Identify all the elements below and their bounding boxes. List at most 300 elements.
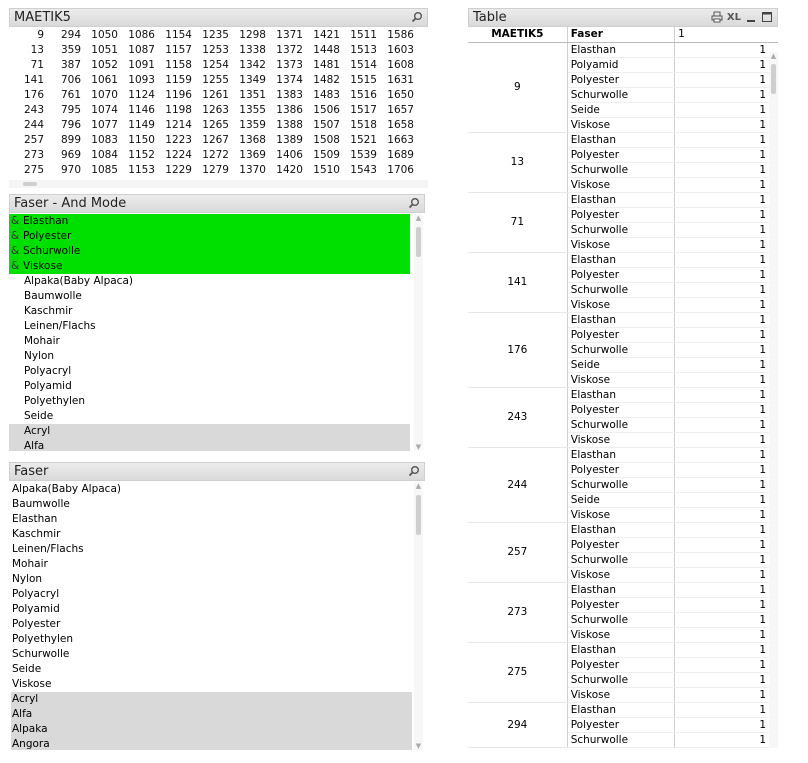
list-item-selected[interactable] (9, 244, 410, 259)
cell-faser[interactable]: Polyester (567, 147, 674, 162)
maetik5-value[interactable]: 1518 (350, 119, 377, 131)
cell-faser[interactable]: Elasthan (567, 42, 674, 57)
cell-count: 1 (675, 57, 778, 72)
cell-count: 1 (675, 387, 778, 402)
list-item-label: Schurwolle (23, 245, 81, 257)
cell-faser[interactable]: Viskose (567, 117, 674, 132)
list-item[interactable] (9, 289, 410, 304)
cell-faser[interactable]: Schurwolle (567, 342, 674, 357)
maetik5-value[interactable]: 1650 (387, 89, 414, 101)
cell-faser[interactable]: Viskose (567, 687, 674, 702)
maetik5-value[interactable]: 1253 (202, 44, 229, 56)
maetik5-value[interactable]: 1198 (165, 104, 192, 116)
cell-count: 1 (675, 282, 778, 297)
list-item-label: Seide (24, 410, 54, 422)
scrollbar-thumb[interactable] (771, 64, 776, 94)
cell-faser[interactable]: Polyester (567, 267, 674, 282)
maetik5-value[interactable]: 969 (60, 149, 81, 161)
list-item-excluded[interactable]: Acryl (11, 692, 412, 707)
list-item-label: Leinen/Flachs (24, 320, 96, 332)
maetik5-value[interactable]: 1482 (313, 74, 340, 86)
maetik5-value[interactable]: 1539 (350, 149, 377, 161)
cell-count: 1 (675, 102, 778, 117)
list-item-label: Nylon (24, 350, 55, 362)
maetik5-value[interactable]: 1077 (91, 119, 118, 131)
maetik5-value[interactable]: 1706 (387, 164, 414, 176)
maetik5-value[interactable]: 1261 (202, 89, 229, 101)
cell-count: 1 (675, 72, 778, 87)
table-grid (468, 27, 778, 748)
maetik5-value[interactable]: 71 (30, 59, 44, 71)
cell-count: 1 (675, 357, 778, 372)
list-item-excluded[interactable] (9, 424, 410, 439)
cell-count: 1 (675, 717, 778, 732)
cell-maetik5[interactable]: 244 (468, 447, 567, 522)
cell-count: 1 (675, 612, 778, 627)
maetik5-value[interactable]: 244 (23, 119, 44, 131)
table-row (468, 447, 778, 462)
cell-faser[interactable]: Viskose (567, 297, 674, 312)
table-row (468, 42, 778, 57)
cell-faser[interactable]: Viskose (567, 237, 674, 252)
list-item[interactable]: Polyethylen (12, 633, 73, 645)
list-item[interactable] (9, 394, 410, 409)
list-item-label: Kaschmir (24, 305, 73, 317)
maetik5-value[interactable]: 1511 (350, 29, 377, 41)
maetik5-value[interactable]: 1083 (91, 134, 118, 146)
maetik5-value[interactable]: 1359 (239, 119, 266, 131)
scroll-up-icon[interactable]: ▲ (770, 52, 777, 60)
maetik5-value[interactable]: 13 (30, 44, 44, 56)
cell-faser[interactable]: Polyester (567, 657, 674, 672)
maetik5-value[interactable]: 1389 (276, 134, 303, 146)
list-item[interactable] (9, 334, 410, 349)
maetik5-value[interactable]: 1448 (313, 44, 340, 56)
list-item-selected[interactable] (9, 259, 410, 274)
maetik5-value[interactable]: 1263 (202, 104, 229, 116)
maetik5-value[interactable]: 1355 (239, 104, 266, 116)
maetik5-value[interactable]: 1689 (387, 149, 414, 161)
print-icon[interactable] (711, 11, 723, 23)
maetik5-value[interactable]: 1658 (387, 119, 414, 131)
table-header-row (468, 27, 778, 42)
cell-count: 1 (675, 432, 778, 447)
cell-faser[interactable]: Schurwolle (567, 222, 674, 237)
maetik5-value[interactable]: 1481 (313, 59, 340, 71)
cell-faser[interactable]: Elasthan (567, 702, 674, 717)
maetik5-value[interactable]: 1052 (91, 59, 118, 71)
maetik5-value[interactable]: 1386 (276, 104, 303, 116)
maetik5-value[interactable]: 1223 (165, 134, 192, 146)
table-row (468, 312, 778, 327)
column-header-count[interactable]: 1 (675, 27, 778, 42)
faser-and-mode-items (9, 214, 410, 451)
cell-count: 1 (675, 597, 778, 612)
maetik5-value[interactable]: 1050 (91, 29, 118, 41)
cell-count: 1 (675, 162, 778, 177)
and-prefix: & (11, 230, 20, 242)
maetik5-value[interactable]: 1406 (276, 149, 303, 161)
cell-faser[interactable]: Elasthan (567, 642, 674, 657)
faser-and-mode-scrollbar[interactable] (414, 214, 423, 451)
table-row (468, 387, 778, 402)
maetik5-value[interactable]: 1235 (202, 29, 229, 41)
cell-maetik5[interactable]: 9 (468, 42, 567, 132)
maetik5-value[interactable]: 1608 (387, 59, 414, 71)
maetik5-value[interactable]: 1513 (350, 44, 377, 56)
cell-faser[interactable]: Schurwolle (567, 282, 674, 297)
search-icon[interactable] (408, 197, 420, 209)
maetik5-value[interactable]: 1070 (91, 89, 118, 101)
maetik5-value[interactable]: 1369 (239, 149, 266, 161)
cell-count: 1 (675, 417, 778, 432)
cell-faser[interactable]: Schurwolle (567, 87, 674, 102)
maetik5-value[interactable]: 706 (60, 74, 81, 86)
maetik5-value[interactable]: 1383 (276, 89, 303, 101)
cell-faser[interactable]: Polyester (567, 537, 674, 552)
maetik5-value[interactable]: 1631 (387, 74, 414, 86)
cell-count: 1 (675, 537, 778, 552)
maximize-icon[interactable] (761, 11, 773, 23)
maetik5-value[interactable]: 1374 (276, 74, 303, 86)
table-row (468, 642, 778, 657)
cell-maetik5[interactable]: 275 (468, 642, 567, 702)
scrollbar-thumb[interactable] (416, 227, 421, 257)
cell-faser[interactable]: Seide (567, 102, 674, 117)
maetik5-value[interactable]: 1388 (276, 119, 303, 131)
faser-and-mode-caption[interactable] (9, 194, 425, 213)
list-item-label: Mohair (24, 335, 60, 347)
list-item-label: Viskose (23, 260, 63, 272)
maetik5-value[interactable]: 1517 (350, 104, 377, 116)
cell-count: 1 (675, 642, 778, 657)
cell-count: 1 (675, 582, 778, 597)
list-item-label: Alfa (24, 440, 45, 451)
maetik5-value[interactable]: 1509 (313, 149, 340, 161)
maetik5-value[interactable]: 1086 (128, 29, 155, 41)
maetik5-value[interactable]: 1510 (313, 164, 340, 176)
minimize-icon[interactable] (745, 11, 757, 23)
cell-count: 1 (675, 372, 778, 387)
scroll-down-icon[interactable]: ▼ (415, 742, 422, 750)
cell-count: 1 (675, 117, 778, 132)
maetik5-value[interactable]: 1351 (239, 89, 266, 101)
cell-faser[interactable]: Polyester (567, 327, 674, 342)
maetik5-value[interactable]: 9 (37, 29, 44, 41)
maetik5-value[interactable]: 761 (60, 89, 81, 101)
maetik5-value[interactable]: 796 (60, 119, 81, 131)
cell-faser[interactable]: Polyester (567, 597, 674, 612)
list-item[interactable] (9, 379, 410, 394)
maetik5-value[interactable]: 1586 (387, 29, 414, 41)
cell-faser[interactable]: Seide (567, 357, 674, 372)
cell-faser[interactable]: Polyester (567, 402, 674, 417)
list-item[interactable]: Baumwolle (12, 498, 70, 510)
maetik5-value[interactable]: 1516 (350, 89, 377, 101)
cell-maetik5[interactable]: 13 (468, 132, 567, 192)
cell-faser[interactable]: Schurwolle (567, 552, 674, 567)
list-item[interactable] (9, 364, 410, 379)
maetik5-value[interactable]: 1154 (165, 29, 192, 41)
maetik5-value[interactable]: 1373 (276, 59, 303, 71)
maetik5-value[interactable]: 359 (60, 44, 81, 56)
list-item-excluded[interactable]: Angora (11, 737, 412, 750)
cell-faser[interactable]: Polyester (567, 462, 674, 477)
cell-maetik5[interactable]: 273 (468, 582, 567, 642)
list-item[interactable]: Leinen/Flachs (12, 543, 84, 555)
scroll-up-icon[interactable]: ▲ (415, 214, 422, 222)
maetik5-value[interactable]: 1093 (128, 74, 155, 86)
maetik5-value[interactable]: 1051 (91, 44, 118, 56)
table-row (468, 192, 778, 207)
maetik5-value[interactable]: 1514 (350, 59, 377, 71)
maetik5-value[interactable]: 1124 (128, 89, 155, 101)
maetik5-value[interactable]: 1657 (387, 104, 414, 116)
cell-faser[interactable]: Schurwolle (567, 417, 674, 432)
faser-title: Faser (14, 464, 49, 479)
list-item[interactable]: Polyamid (12, 603, 60, 615)
column-header-faser[interactable]: Faser (567, 27, 674, 42)
table-row (468, 702, 778, 717)
faser-and-mode-listbox[interactable] (9, 194, 425, 451)
maetik5-value[interactable]: 1521 (350, 134, 377, 146)
maetik5-caption[interactable] (9, 8, 428, 27)
maetik5-value[interactable]: 1146 (128, 104, 155, 116)
cell-faser[interactable]: Schurwolle (567, 162, 674, 177)
cell-faser[interactable]: Elasthan (567, 387, 674, 402)
cell-count: 1 (675, 462, 778, 477)
cell-faser[interactable]: Elasthan (567, 582, 674, 597)
scrollbar-thumb[interactable] (23, 182, 37, 186)
table-row (468, 132, 778, 147)
column-header-maetik5[interactable]: MAETIK5 (468, 27, 567, 42)
list-item[interactable]: Polyacryl (12, 588, 60, 600)
cell-faser[interactable]: Viskose (567, 567, 674, 582)
maetik5-value[interactable]: 1214 (165, 119, 192, 131)
cell-count: 1 (675, 567, 778, 582)
maetik5-value[interactable]: 1508 (313, 134, 340, 146)
maetik5-value[interactable]: 1543 (350, 164, 377, 176)
cell-faser[interactable]: Viskose (567, 177, 674, 192)
table-row (468, 522, 778, 537)
faser-items (11, 482, 412, 750)
maetik5-value[interactable]: 1153 (128, 164, 155, 176)
maetik5-listbox[interactable] (9, 8, 428, 191)
maetik5-value[interactable]: 1349 (239, 74, 266, 86)
maetik5-value[interactable]: 294 (60, 29, 81, 41)
cell-maetik5[interactable]: 176 (468, 312, 567, 387)
table-title: Table (473, 10, 507, 25)
search-icon[interactable] (408, 465, 420, 477)
maetik5-value[interactable]: 970 (60, 164, 81, 176)
maetik5-value[interactable]: 257 (23, 134, 44, 146)
maetik5-value[interactable]: 243 (23, 104, 44, 116)
list-item[interactable]: Mohair (12, 558, 48, 570)
maetik5-value[interactable]: 795 (60, 104, 81, 116)
cell-faser[interactable]: Viskose (567, 507, 674, 522)
maetik5-value[interactable]: 1515 (350, 74, 377, 86)
maetik5-value[interactable]: 1196 (165, 89, 192, 101)
maetik5-horizontal-scrollbar[interactable] (9, 180, 428, 188)
maetik5-value[interactable]: 1370 (239, 164, 266, 176)
cell-faser[interactable]: Elasthan (567, 447, 674, 462)
scroll-up-icon[interactable]: ▲ (415, 482, 422, 490)
maetik5-value[interactable]: 1272 (202, 149, 229, 161)
maetik5-value[interactable]: 273 (23, 149, 44, 161)
cell-count: 1 (675, 252, 778, 267)
maetik5-value[interactable]: 1507 (313, 119, 340, 131)
cell-faser[interactable]: Elasthan (567, 522, 674, 537)
list-item-excluded[interactable]: Alpaka (11, 722, 412, 737)
cell-faser[interactable]: Viskose (567, 372, 674, 387)
faser-scrollbar[interactable] (414, 482, 423, 750)
maetik5-value[interactable]: 1420 (276, 164, 303, 176)
cell-faser[interactable]: Elasthan (567, 132, 674, 147)
cell-faser[interactable]: Viskose (567, 627, 674, 642)
maetik5-value[interactable]: 899 (60, 134, 81, 146)
maetik5-value[interactable]: 1224 (165, 149, 192, 161)
maetik5-value[interactable]: 1229 (165, 164, 192, 176)
maetik5-value[interactable]: 1298 (239, 29, 266, 41)
cell-faser[interactable]: Viskose (567, 432, 674, 447)
list-item[interactable]: Polyester (12, 618, 61, 630)
scroll-down-icon[interactable]: ▼ (415, 443, 422, 451)
table-box[interactable] (468, 8, 778, 748)
cell-count: 1 (675, 492, 778, 507)
maetik5-value[interactable]: 1267 (202, 134, 229, 146)
maetik5-value[interactable]: 1152 (128, 149, 155, 161)
list-item[interactable] (9, 274, 410, 289)
list-item[interactable]: Nylon (12, 573, 43, 585)
faser-and-mode-title: Faser - And Mode (14, 196, 127, 211)
maetik5-value[interactable]: 1368 (239, 134, 266, 146)
maetik5-title: MAETIK5 (14, 10, 71, 25)
list-item[interactable] (9, 319, 410, 334)
maetik5-value[interactable]: 1150 (128, 134, 155, 146)
list-item-label: Polyester (23, 230, 72, 242)
list-item[interactable]: Alpaka(Baby Alpaca) (12, 483, 121, 495)
maetik5-value[interactable]: 1085 (91, 164, 118, 176)
maetik5-value[interactable]: 1506 (313, 104, 340, 116)
maetik5-value[interactable]: 1091 (128, 59, 155, 71)
maetik5-value[interactable]: 1421 (313, 29, 340, 41)
maetik5-value[interactable]: 1483 (313, 89, 340, 101)
cell-count: 1 (675, 732, 778, 747)
maetik5-value[interactable]: 1279 (202, 164, 229, 176)
list-item-label: Elasthan (23, 215, 69, 227)
table-scrollbar[interactable] (769, 52, 778, 748)
list-item[interactable]: Elasthan (12, 513, 58, 525)
cell-faser[interactable]: Schurwolle (567, 732, 674, 747)
list-item[interactable] (9, 304, 410, 319)
maetik5-value[interactable]: 1342 (239, 59, 266, 71)
cell-maetik5[interactable]: 294 (468, 702, 567, 747)
maetik5-value[interactable]: 1603 (387, 44, 414, 56)
maetik5-value[interactable]: 1255 (202, 74, 229, 86)
list-item[interactable] (9, 409, 410, 424)
maetik5-value[interactable]: 1254 (202, 59, 229, 71)
list-item[interactable]: Schurwolle (12, 648, 70, 660)
maetik5-value[interactable]: 1061 (91, 74, 118, 86)
excel-icon[interactable]: XL (726, 11, 741, 23)
cell-count: 1 (675, 342, 778, 357)
cell-faser[interactable]: Schurwolle (567, 477, 674, 492)
cell-maetik5[interactable]: 141 (468, 252, 567, 312)
cell-faser[interactable]: Elasthan (567, 192, 674, 207)
list-item-selected[interactable] (9, 229, 410, 244)
cell-faser[interactable]: Schurwolle (567, 612, 674, 627)
cell-faser[interactable]: Polyamid (567, 57, 674, 72)
maetik5-value[interactable]: 1087 (128, 44, 155, 56)
maetik5-value[interactable]: 1663 (387, 134, 414, 146)
list-item[interactable]: Viskose (12, 678, 52, 690)
list-item-excluded[interactable]: Alfa (11, 707, 412, 722)
cell-count: 1 (675, 222, 778, 237)
cell-count: 1 (675, 297, 778, 312)
table-row (468, 582, 778, 597)
cell-maetik5[interactable]: 257 (468, 522, 567, 582)
list-item[interactable]: Seide (12, 663, 42, 675)
list-item-label: Baumwolle (24, 290, 82, 302)
cell-count: 1 (675, 147, 778, 162)
maetik5-value[interactable]: 176 (23, 89, 44, 101)
cell-count: 1 (675, 447, 778, 462)
cell-faser[interactable]: Polyester (567, 717, 674, 732)
cell-count: 1 (675, 702, 778, 717)
scrollbar-thumb[interactable] (416, 495, 421, 535)
list-item[interactable] (9, 349, 410, 364)
maetik5-value[interactable]: 1371 (276, 29, 303, 41)
maetik5-value[interactable]: 1158 (165, 59, 192, 71)
maetik5-value[interactable]: 1149 (128, 119, 155, 131)
maetik5-value[interactable]: 387 (60, 59, 81, 71)
cell-faser[interactable]: Seide (567, 492, 674, 507)
search-icon[interactable] (411, 11, 423, 23)
cell-faser[interactable]: Polyester (567, 207, 674, 222)
cell-count: 1 (675, 237, 778, 252)
list-item-selected[interactable] (9, 214, 410, 229)
cell-count: 1 (675, 207, 778, 222)
maetik5-value[interactable]: 141 (23, 74, 44, 86)
list-item-excluded[interactable] (9, 439, 410, 451)
cell-count: 1 (675, 192, 778, 207)
maetik5-value[interactable]: 1159 (165, 74, 192, 86)
cell-maetik5[interactable]: 243 (468, 387, 567, 447)
cell-count: 1 (675, 312, 778, 327)
cell-maetik5[interactable]: 71 (468, 192, 567, 252)
faser-listbox[interactable] (9, 462, 425, 750)
maetik5-value[interactable]: 1084 (91, 149, 118, 161)
maetik5-value[interactable]: 1157 (165, 44, 192, 56)
maetik5-value[interactable]: 275 (23, 164, 44, 176)
faser-caption[interactable] (9, 462, 425, 481)
list-item-label: Polyacryl (24, 365, 72, 377)
maetik5-values-grid (9, 28, 428, 178)
maetik5-value[interactable]: 1372 (276, 44, 303, 56)
and-prefix: & (11, 245, 20, 257)
cell-faser[interactable]: Elasthan (567, 312, 674, 327)
maetik5-value[interactable]: 1338 (239, 44, 266, 56)
cell-count: 1 (675, 522, 778, 537)
list-item[interactable]: Kaschmir (12, 528, 61, 540)
cell-faser[interactable]: Polyester (567, 72, 674, 87)
cell-faser[interactable]: Schurwolle (567, 672, 674, 687)
cell-faser[interactable]: Elasthan (567, 252, 674, 267)
cell-count: 1 (675, 267, 778, 282)
table-caption[interactable] (468, 8, 778, 27)
maetik5-value[interactable]: 1074 (91, 104, 118, 116)
maetik5-value[interactable]: 1265 (202, 119, 229, 131)
